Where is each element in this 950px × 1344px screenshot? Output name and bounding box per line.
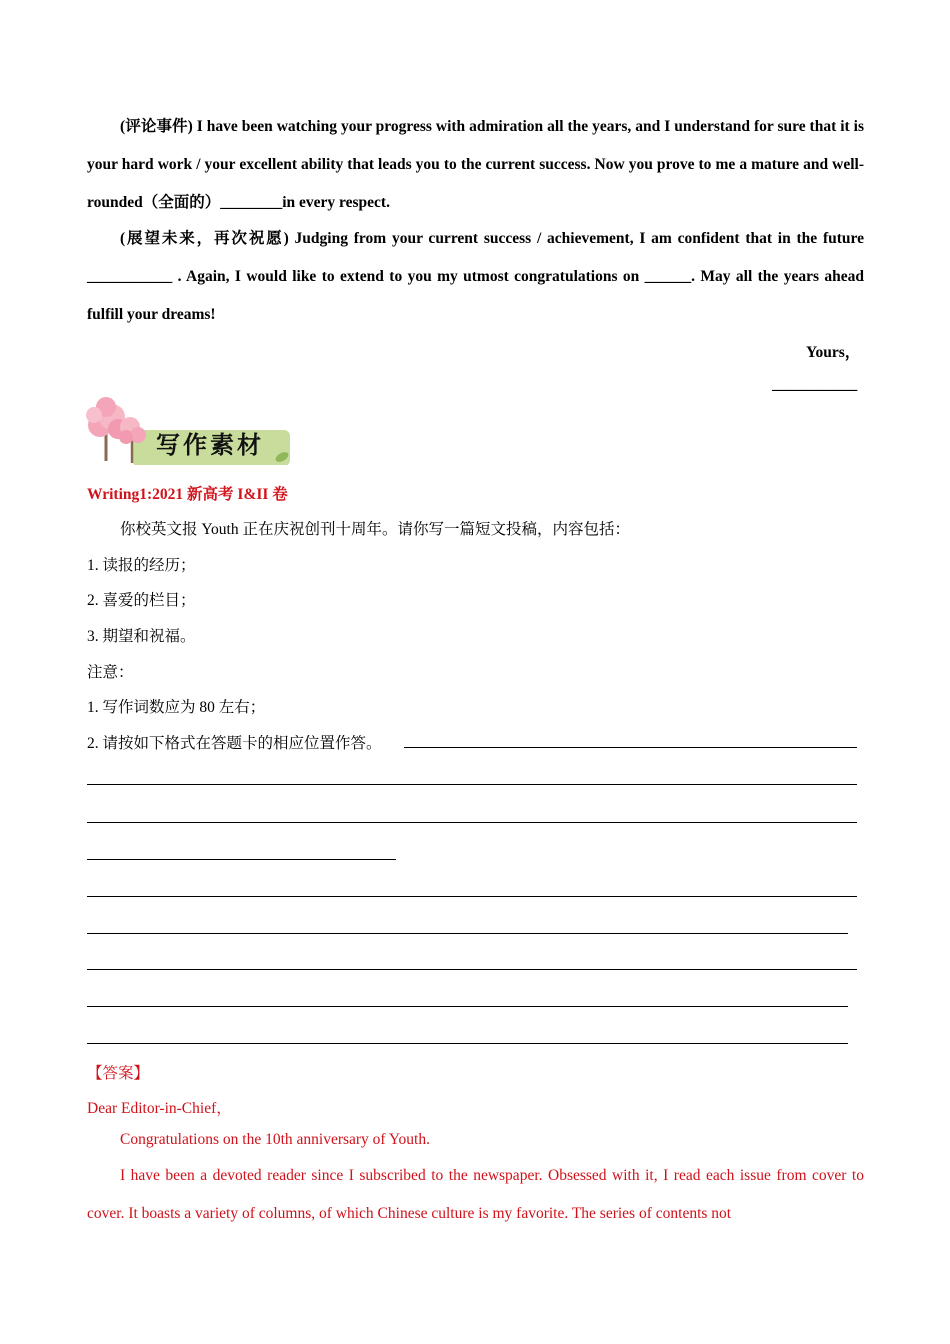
answer-line[interactable]	[87, 969, 857, 970]
answer-line[interactable]	[87, 822, 857, 823]
notes-label: 注意：	[87, 664, 134, 681]
answer-line[interactable]	[87, 1006, 848, 1007]
task-note: 1. 写作词数应为 80 左右；	[87, 699, 266, 716]
answer-line[interactable]	[404, 747, 857, 748]
answer-salutation: Dear Editor-in-Chief，	[87, 1100, 232, 1117]
task-note: 2. 请按如下格式在答题卡的相应位置作答。	[87, 735, 382, 752]
task-point: 3. 期望和祝福。	[87, 628, 196, 645]
letter-paragraph-comment: (评论事件) I have been watching your progress with admiration all the years, and I understand for sure that it is your hard work / your excellent ability that leads you to the current success. Now you prove to me a mature and well-rounded（全面的）________in every respect.	[87, 118, 864, 211]
answer-line[interactable]	[87, 1043, 848, 1044]
answer-line[interactable]	[87, 784, 857, 785]
answer-opening-line: Congratulations on the 10th anniversary of Youth.	[120, 1131, 430, 1148]
banner-title: 写作素材	[156, 431, 264, 459]
letter-paragraph-outlook: (展望未来，再次祝愿) Judging from your current success / achievement, I am confident that in the future ___________ . Again, I would like to extend to you my utmost congratulations on ______. May all the years ahead fulfill your dreams!	[87, 230, 864, 323]
task-intro: 你校英文报 Youth 正在庆祝创刊十周年。请你写一篇短文投稿，内容包括：	[120, 521, 630, 538]
task-heading: Writing1:2021 新高考 I&II 卷	[87, 486, 288, 503]
task-point: 2. 喜爱的栏目；	[87, 592, 196, 609]
task-point: 1. 读报的经历；	[87, 557, 196, 574]
section-banner	[86, 395, 296, 465]
answer-line[interactable]	[87, 933, 848, 934]
answer-line[interactable]	[87, 896, 857, 897]
answer-paragraph: I have been a devoted reader since I subscribed to the newspaper. Obsessed with it, I read each issue from cover to cover. It boasts a variety of columns, of which Chinese culture is my favorite. The series of contents not	[87, 1167, 864, 1222]
letter-closing: Yours，	[806, 344, 861, 361]
answer-line[interactable]	[87, 859, 396, 860]
answer-label: 【答案】	[87, 1065, 150, 1082]
signature-blank: ___________	[772, 376, 858, 393]
